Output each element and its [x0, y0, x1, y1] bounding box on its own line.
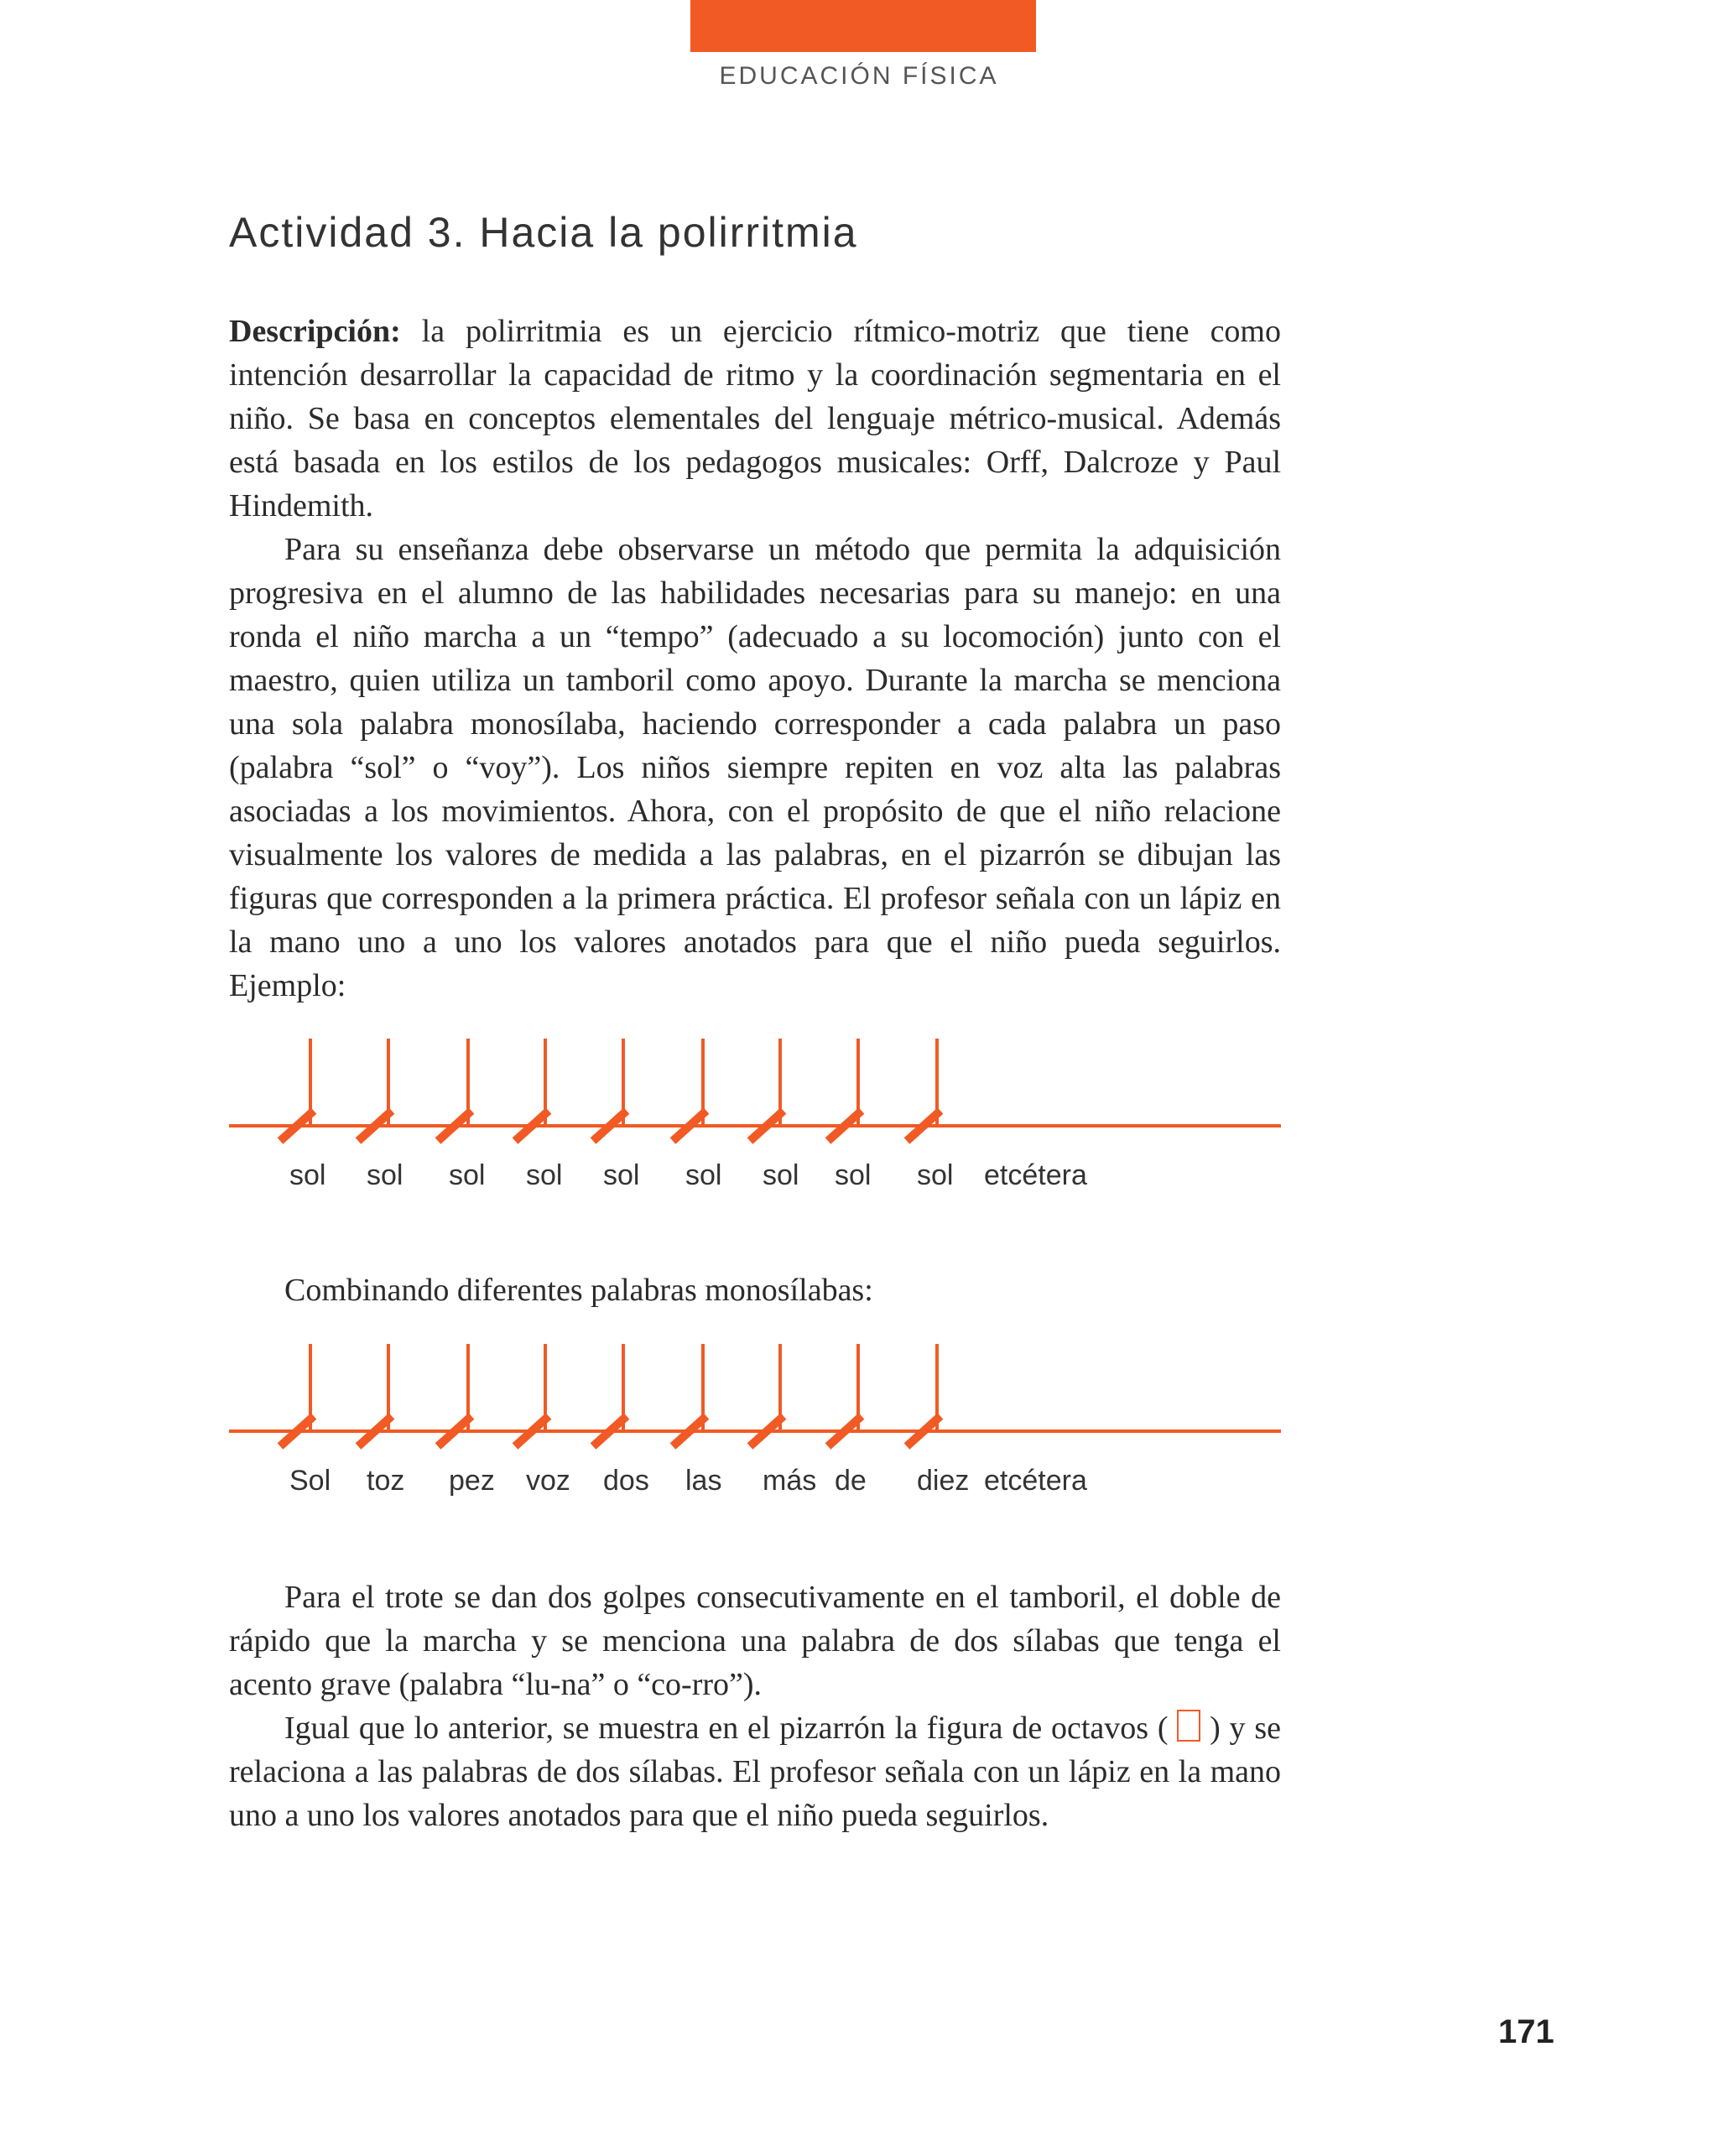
trote-paragraph: Para el trote se dan dos golpes consecutivamente en el tamboril, el doble de rápido que la marcha y se menciona una palabra de dos sílabas que tenga el acento grave (palabra “lu-na” o “co-rro”).	[229, 1580, 1281, 1702]
octavos-text-end: ) y se relaciona a las palabras de dos sílabas. El profesor señala con un lápiz en la mano uno a uno los valores anotados para que el niño pueda seguirlos.	[229, 1711, 1282, 1833]
note-head	[438, 1111, 471, 1141]
note-word-label: sol	[603, 1159, 640, 1191]
note-head	[515, 1111, 549, 1141]
note-head	[280, 1111, 314, 1141]
running-header: EDUCACIÓN FÍSICA	[719, 62, 999, 90]
continuation-label: etcétera	[984, 1465, 1087, 1497]
note-word-label: sol	[835, 1159, 872, 1191]
note-word-label: toz	[367, 1465, 405, 1497]
note-head	[750, 1416, 784, 1446]
note-head	[438, 1416, 471, 1446]
note-word-label: dos	[603, 1465, 649, 1497]
note-word-label: diez	[917, 1465, 970, 1497]
header-accent-bar	[690, 0, 1036, 52]
note-head	[358, 1416, 392, 1446]
octavos-text-start: Igual que lo anterior, se muestra en el pizarrón la figura de octavos (	[284, 1711, 1169, 1746]
description-label: Descripción:	[229, 314, 401, 349]
note-word-label: voz	[526, 1465, 570, 1497]
combining-intro: Combinando diferentes palabras monosílabas:	[284, 1273, 873, 1308]
note-head	[828, 1416, 862, 1446]
note-word-label: sol	[917, 1159, 954, 1191]
note-head	[673, 1111, 706, 1141]
description-paragraph	[229, 310, 1281, 528]
note-head	[280, 1416, 314, 1446]
method-paragraph: Para su enseñanza debe observarse un método que permita la adquisición progresiva en el alumno de las habilidades necesarias para su manejo: en una ronda el niño marcha a un “tempo” (adecuado a su locomoción) junto con el maestro, quien utiliza un tamboril como apoyo. Durante la marcha se menciona una sola palabra monosílaba, haciendo corresponder a cada palabra un paso (palabra “sol” o “voy”). Los niños siempre repiten en voz alta las palabras asociadas a los movimientos. Ahora, con el propósito de que el niño relacione visualmente los valores de medida a las palabras, en el pizarrón se dibujan las figuras que corresponden a la primera práctica. El profesor señala con un lápiz en la mano uno a uno los valores anotados para que el niño pueda seguirlos. Ejemplo:	[229, 532, 1281, 1003]
combining-section	[229, 1268, 1281, 1312]
note-head	[593, 1416, 627, 1446]
note-word-label: sol	[763, 1159, 799, 1191]
rhythm-example-monosyllable	[229, 1039, 1281, 1191]
note-head	[907, 1111, 940, 1141]
page-number: 171	[1498, 2013, 1554, 2050]
note-word-label: las	[685, 1465, 722, 1497]
description-section	[229, 310, 1281, 1008]
note-word-label: más	[763, 1465, 817, 1497]
note-head	[907, 1416, 940, 1446]
continuation-label: etcétera	[984, 1159, 1087, 1191]
octavos-paragraph	[229, 1706, 1281, 1837]
note-head	[750, 1111, 784, 1141]
note-word-label: pez	[449, 1465, 495, 1497]
eighth-note-icon	[1177, 1710, 1200, 1742]
rhythm-example-mixed-words	[229, 1344, 1281, 1497]
note-head	[593, 1111, 627, 1141]
note-word-label: de	[835, 1465, 867, 1497]
note-word-label: sol	[449, 1159, 486, 1191]
description-text: la polirritmia es un ejercicio rítmico-motriz que tiene como intención desarrollar la capacidad de ritmo y la coordinación segmentaria en el niño. Se basa en conceptos elementales del lenguaje métrico-musical. Además está basada en los estilos de los pedagogos musicales: Orff, Dalcroze y Paul Hindemith.	[229, 314, 1281, 523]
note-word-label: sol	[526, 1159, 563, 1191]
note-head	[828, 1111, 862, 1141]
note-word-label: Sol	[289, 1465, 331, 1497]
note-head	[673, 1416, 706, 1446]
trote-section	[229, 1575, 1281, 1837]
note-head	[515, 1416, 549, 1446]
note-word-label: sol	[685, 1159, 722, 1191]
note-word-label: sol	[367, 1159, 403, 1191]
note-word-label: sol	[289, 1159, 326, 1191]
activity-title: Actividad 3. Hacia la polirritmia	[229, 209, 858, 256]
note-head	[358, 1111, 392, 1141]
